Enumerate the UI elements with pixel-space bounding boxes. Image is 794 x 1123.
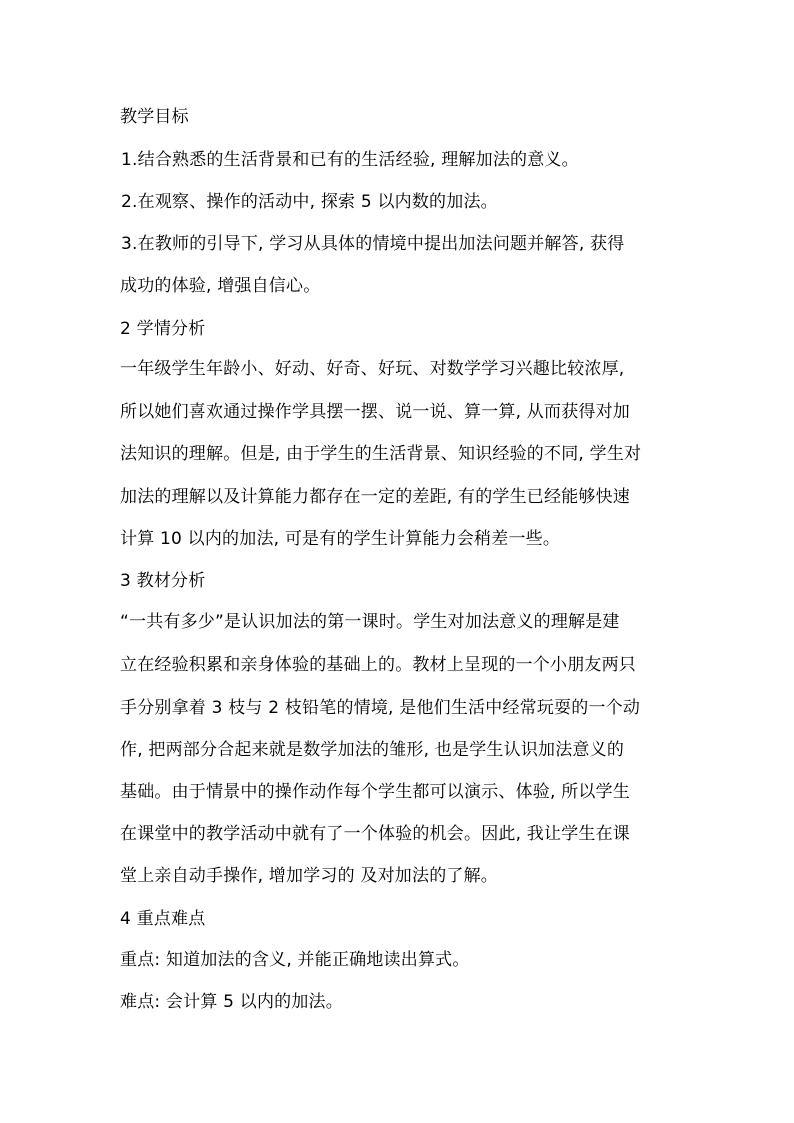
objective-1: 1.结合熟悉的生活背景和已有的生活经验, 理解加法的意义。 bbox=[121, 150, 579, 170]
paragraph-line: 堂上亲自动手操作, 增加学习的 及对加法的了解。 bbox=[120, 866, 499, 886]
objective-2: 2.在观察、操作的活动中, 探索 5 以内数的加法。 bbox=[121, 192, 498, 212]
paragraph-line: 法知识的理解。但是, 由于学生的生活背景、知识经验的不同, 学生对 bbox=[120, 444, 642, 464]
section-heading-key-points: 4 重点难点 bbox=[120, 909, 206, 929]
paragraph-line: 计算 10 以内的加法, 可是有的学生计算能力会稍差一些。 bbox=[120, 529, 561, 549]
objective-3: 3.在教师的引导下, 学习从具体的情境中提出加法问题并解答, 获得 bbox=[121, 234, 625, 254]
section-heading-textbook-analysis: 3 教材分析 bbox=[120, 571, 206, 591]
key-point: 重点: 知道加法的含义, 并能正确地读出算式。 bbox=[120, 950, 470, 970]
paragraph-line: 立在经验积累和亲身体验的基础上的。教材上呈现的一个小朋友两只 bbox=[120, 655, 636, 675]
section-heading-learner-analysis: 2 学情分析 bbox=[120, 319, 206, 339]
objective-3-cont: 成功的体验, 增强自信心。 bbox=[120, 276, 321, 296]
paragraph-line: 加法的理解以及计算能力都存在一定的差距, 有的学生已经能够快速 bbox=[120, 487, 631, 507]
difficult-point: 难点: 会计算 5 以内的加法。 bbox=[120, 992, 343, 1012]
paragraph-line: 所以她们喜欢通过操作学具摆一摆、说一说、算一算, 从而获得对加 bbox=[120, 402, 631, 422]
paragraph-line: 一年级学生年龄小、好动、好奇、好玩、对数学学习兴趣比较浓厚, bbox=[120, 359, 625, 379]
paragraph-line: 作, 把两部分合起来就是数学加法的雏形, 也是学生认识加法意义的 bbox=[120, 740, 625, 760]
paragraph-line: 在课堂中的教学活动中就有了一个体验的机会。因此, 我让学生在课 bbox=[120, 824, 631, 844]
paragraph-line: 手分别拿着 3 枝与 2 枝铅笔的情境, 是他们生活中经常玩耍的一个动 bbox=[120, 698, 641, 718]
paragraph-line: “一共有多少”是认识加法的第一课时。学生对加法意义的理解是建 bbox=[120, 612, 620, 632]
paragraph-line: 基础。由于情景中的操作动作每个学生都可以演示、体验, 所以学生 bbox=[120, 782, 631, 802]
section-heading-objectives: 教学目标 bbox=[120, 107, 189, 127]
